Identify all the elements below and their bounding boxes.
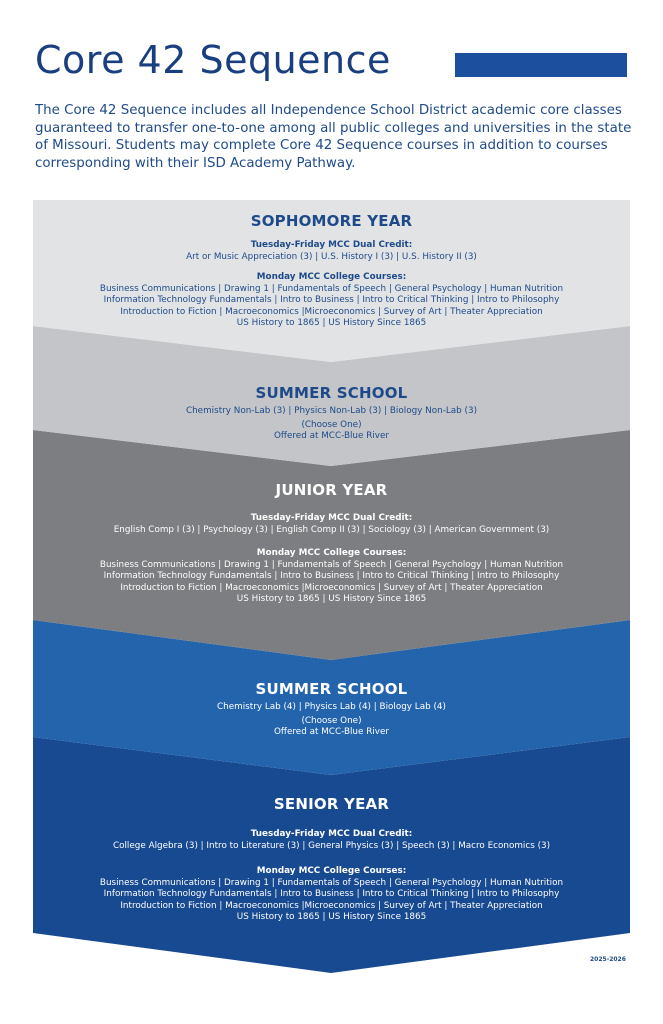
junior-dual-label: Tuesday-Friday MCC Dual Credit: xyxy=(250,513,413,523)
junior-monday-line: Information Technology Fundamentals | Intro to Business | Intro to Critical Thinking | Intro to Philosophy xyxy=(103,571,560,581)
senior-section xyxy=(33,795,630,924)
senior-monday-label: Monday MCC College Courses: xyxy=(256,866,407,876)
intro-paragraph: The Core 42 Sequence includes all Independence School District academic core classes guaranteed to transfer one-to-one among all public colleges and universities in the state of Missouri. Students may complete Core 42 Sequence courses in addition to courses corresponding with their ISD Academy Pathway. xyxy=(35,103,632,171)
summer1-courses: Chemistry Non-Lab (3) | Physics Non-Lab (3) | Biology Non-Lab (3) xyxy=(185,406,478,416)
senior-monday-line: US History to 1865 | US History Since 1865 xyxy=(236,912,427,922)
senior-dual-courses: College Algebra (3) | Intro to Literature (3) | General Physics (3) | Speech (3) | Macro Economics (3) xyxy=(112,840,551,851)
junior-monday-line: Business Communications | Drawing 1 | Fundamentals of Speech | General Psychology | Human Nutrition xyxy=(99,559,564,570)
summer1-offered: Offered at MCC-Blue River xyxy=(273,431,390,441)
summer2-section xyxy=(33,680,630,739)
senior-monday-line: Business Communications | Drawing 1 | Fundamentals of Speech | General Psychology | Human Nutrition xyxy=(99,877,564,888)
summer2-offered: Offered at MCC-Blue River xyxy=(273,727,390,737)
sophomore-monday-line: Introduction to Fiction | Macroeconomics |Microeconomics | Survey of Art | Theater Appreciation xyxy=(120,306,543,317)
summer1-section xyxy=(33,384,630,443)
summer1-heading: SUMMER SCHOOL xyxy=(255,384,408,402)
sophomore-monday-label: Monday MCC College Courses: xyxy=(256,272,407,282)
summer2-courses: Chemistry Lab (4) | Physics Lab (4) | Biology Lab (4) xyxy=(217,702,446,712)
sophomore-monday-line: US History to 1865 | US History Since 1865 xyxy=(236,318,427,328)
page-title: Core 42 Sequence xyxy=(35,38,391,82)
junior-monday-line: Introduction to Fiction | Macroeconomics |Microeconomics | Survey of Art | Theater Appreciation xyxy=(120,582,543,593)
sophomore-monday-line: Information Technology Fundamentals | Intro to Business | Intro to Critical Thinking | Intro to Philosophy xyxy=(103,295,560,305)
senior-monday-line: Introduction to Fiction | Macroeconomics |Microeconomics | Survey of Art | Theater Appreciation xyxy=(120,900,543,911)
summer2-choose: (Choose One) xyxy=(301,715,362,726)
senior-monday-line: Information Technology Fundamentals | Intro to Business | Intro to Critical Thinking | Intro to Philosophy xyxy=(103,889,560,899)
junior-section xyxy=(33,481,630,606)
sophomore-heading: SOPHOMORE YEAR xyxy=(250,212,413,230)
junior-monday-label: Monday MCC College Courses: xyxy=(256,548,407,558)
senior-heading: SENIOR YEAR xyxy=(273,795,390,813)
sophomore-monday-line: Business Communications | Drawing 1 | Fundamentals of Speech | General Psychology | Human Nutrition xyxy=(99,283,564,294)
sophomore-dual-courses: Art or Music Appreciation (3) | U.S. History I (3) | U.S. History II (3) xyxy=(186,251,477,262)
senior-dual-label: Tuesday-Friday MCC Dual Credit: xyxy=(250,829,413,839)
junior-dual-courses: English Comp I (3) | Psychology (3) | English Comp II (3) | Sociology (3) | American Government (3) xyxy=(113,524,550,535)
junior-heading: JUNIOR YEAR xyxy=(275,481,388,499)
footer-year: 2025-2026 xyxy=(590,956,626,963)
sophomore-dual-label: Tuesday-Friday MCC Dual Credit: xyxy=(250,240,413,250)
junior-monday-line: US History to 1865 | US History Since 1865 xyxy=(236,594,427,604)
summer2-heading: SUMMER SCHOOL xyxy=(255,680,408,698)
sophomore-section xyxy=(33,212,630,330)
summer1-choose: (Choose One) xyxy=(301,419,362,430)
